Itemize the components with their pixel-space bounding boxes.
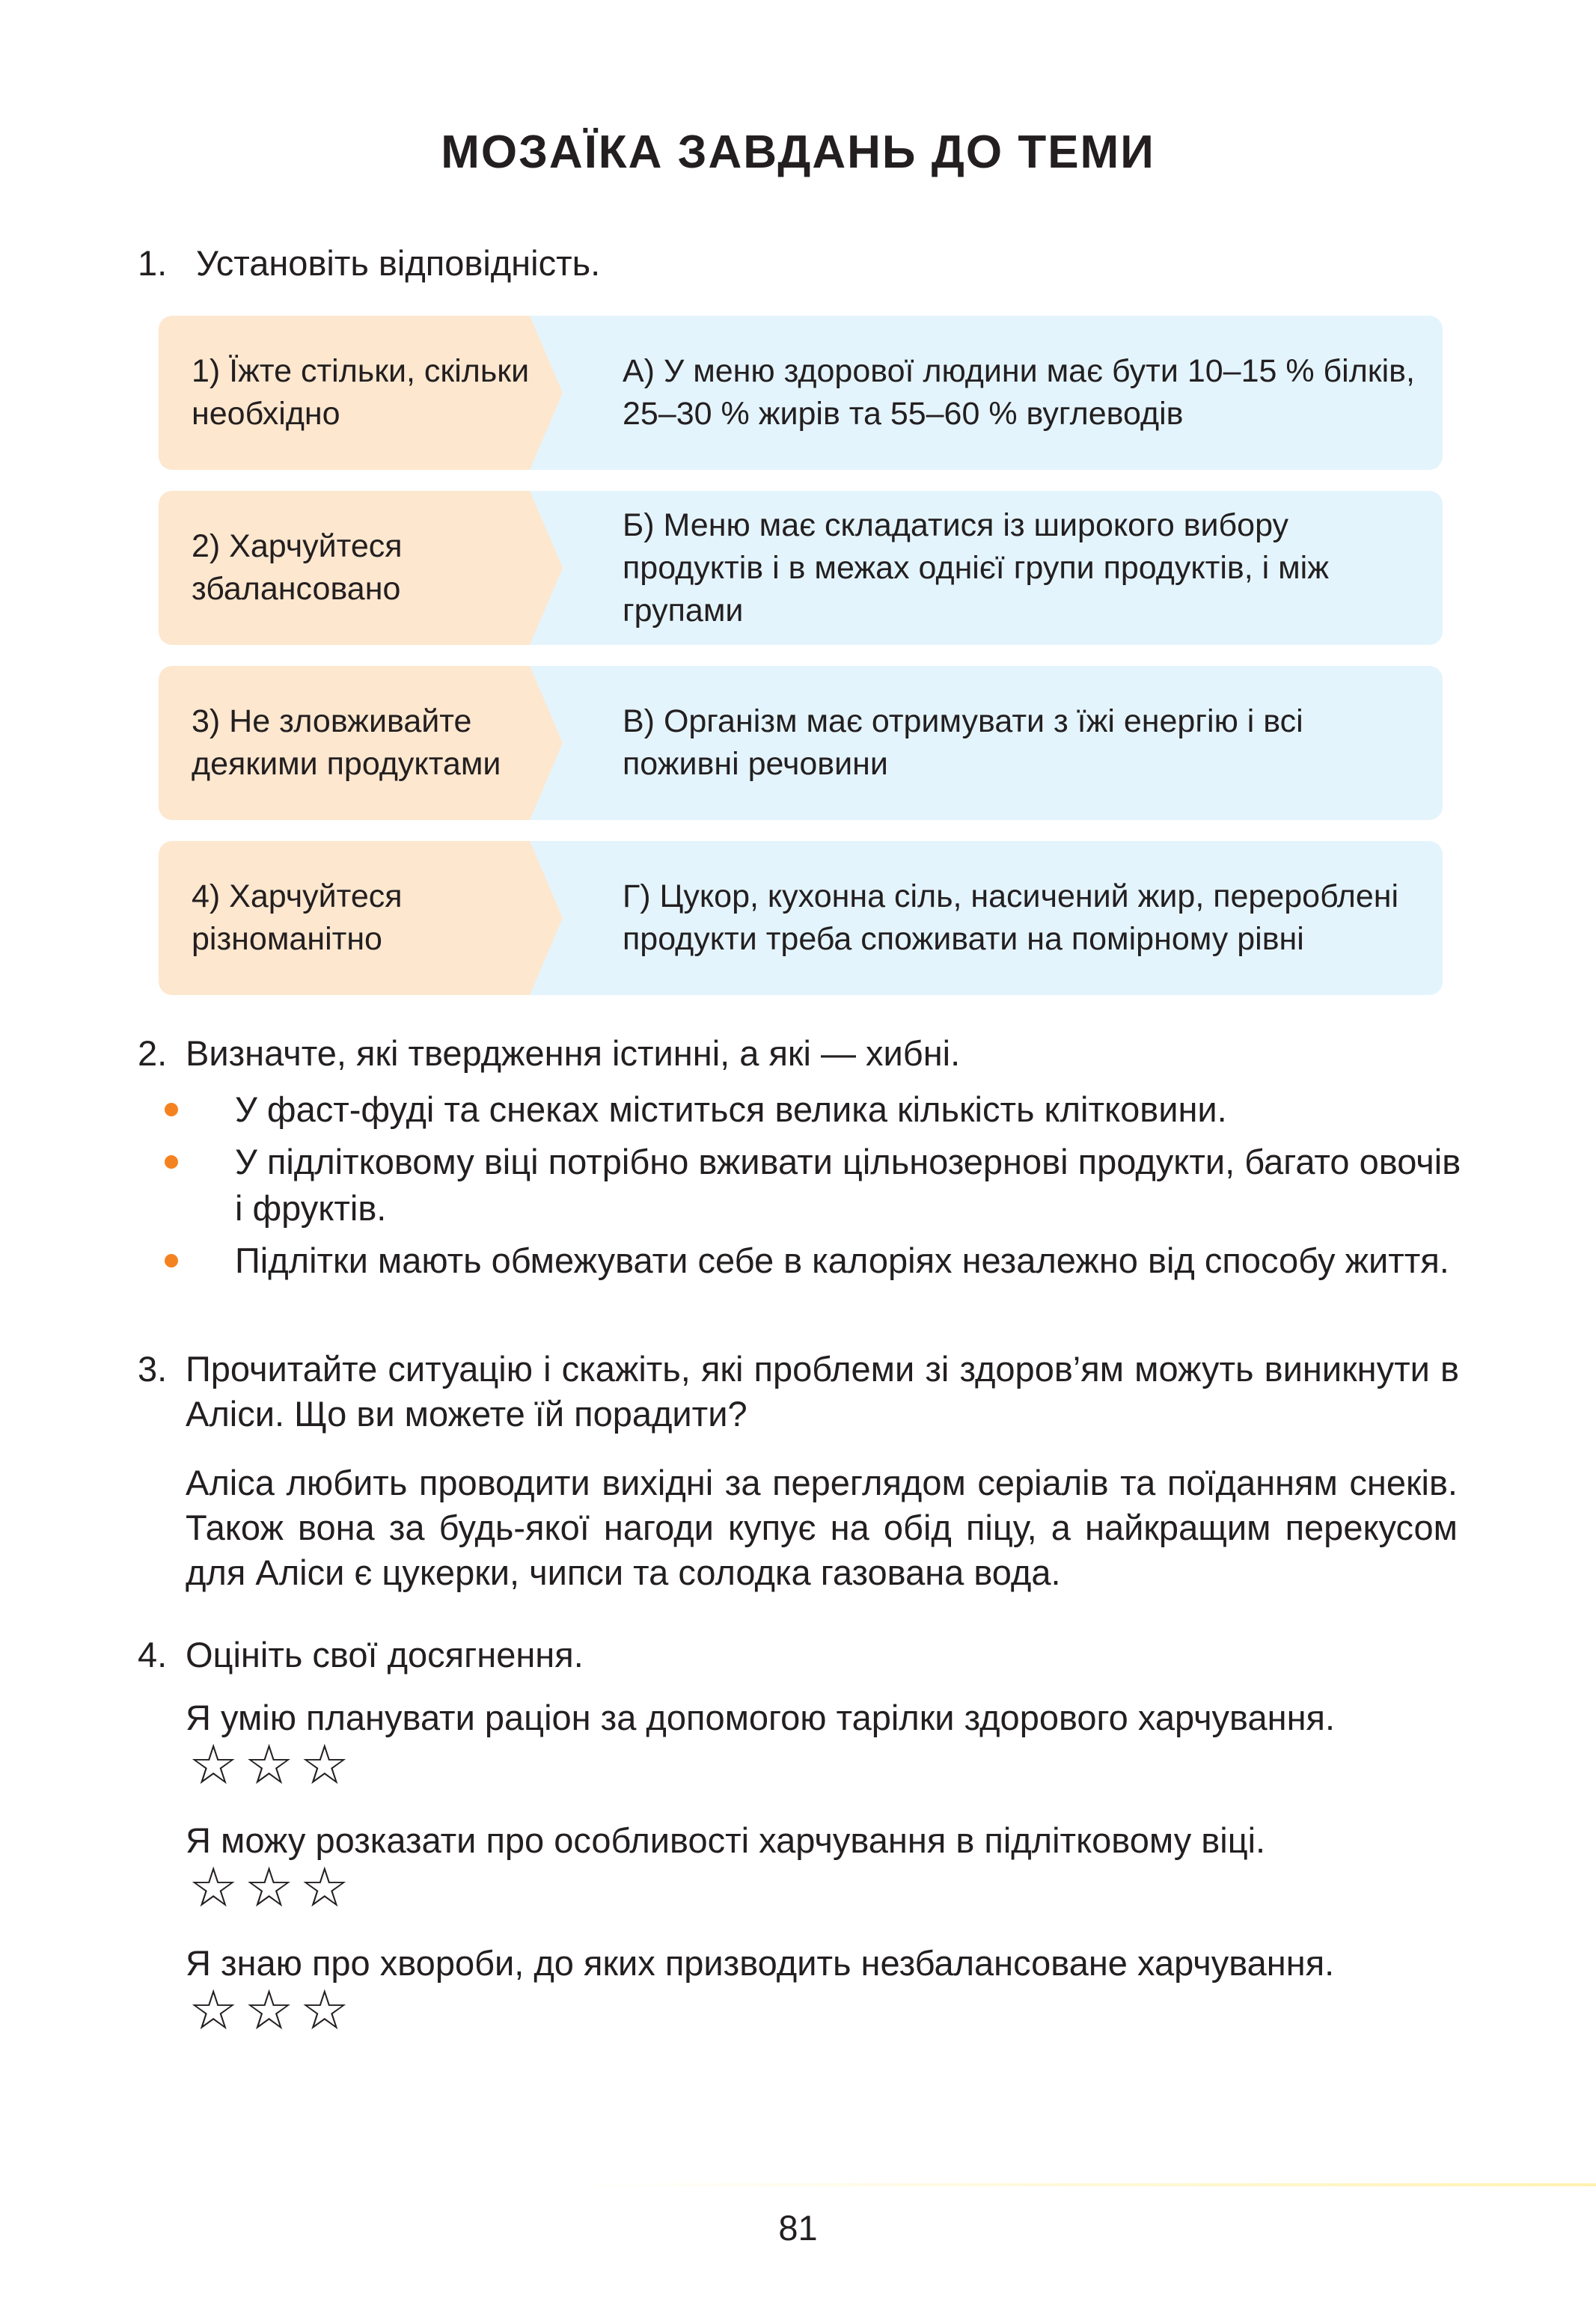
bullet-icon [165,1155,178,1169]
achievement-text: Я можу розказати про особливості харчування в підлітковому віці. [186,1820,1266,1860]
star-rating[interactable]: ☆☆☆ [189,1856,356,1918]
statement-text: У фаст-фуді та снеках міститься велика кількість клітковини. [235,1089,1227,1129]
star-rating[interactable]: ☆☆☆ [189,1734,356,1796]
match-right-text: А) У меню здорової людини має бути 10–15 % білків, 25–30 % жирів та 55–60 % вуглеводів [623,353,1415,432]
match-row-2 [159,491,1443,645]
footer-divider [569,2183,1596,2186]
task-prompt: Прочитайте ситуацію і скажіть, які проблеми зі здоров’ям можуть виникнути в Аліси. Що ви можете їй порадити? [186,1349,1459,1434]
bullet-icon [165,1103,178,1116]
statement-text: Підлітки мають обмежувати себе в калоріях незалежно від способу життя. [235,1241,1449,1280]
page-title: МОЗАЇКА ЗАВДАНЬ ДО ТЕМИ [441,126,1155,178]
task-prompt: Установіть відповідність. [196,243,601,283]
bullet-icon [165,1254,178,1267]
match-left-text: 4) Харчуйтеся різноманітно [192,878,403,957]
task-number: 2. [138,1033,168,1073]
star-rating[interactable]: ☆☆☆ [189,1979,356,2041]
match-left-text: 1) Їжте стільки, скільки необхідно [192,353,530,432]
task-prompt: Визначте, які твердження істинні, а які — хибні. [186,1033,961,1073]
situation-text: Аліса любить проводити вихідні за переглядом серіалів та поїданням снеків. Також вона за будь-якої нагоди купує на обід піцу, а найкращим перекусом для Аліси є цукерки, чипси та солодка газована вода. [186,1463,1458,1592]
statement-text: У підлітковому віці потрібно вживати цільнозернові продукти, багато овочів і фруктів. [235,1142,1461,1228]
task-prompt: Оцініть свої досягнення. [186,1635,584,1674]
match-row-1 [159,316,1443,470]
task-number: 3. [138,1349,168,1389]
match-right-text: Б) Меню має складатися із широкого вибору продуктів і в межах однієї групи продуктів, і між групами [623,507,1329,628]
task-number: 1. [138,243,168,283]
match-left-text: 3) Не зловживайте деякими продуктами [192,703,501,782]
achievement-text: Я умію планувати раціон за допомогою тарілки здорового харчування. [186,1698,1336,1737]
match-row-4 [159,841,1443,995]
match-right-text: В) Організм має отримувати з їжі енергію і всі поживні речовини [623,703,1303,782]
achievement-text: Я знаю про хвороби, до яких призводить незбалансоване харчування. [186,1943,1335,1983]
match-left-text: 2) Харчуйтеся збалансовано [192,528,403,607]
match-row-3 [159,666,1443,820]
page-number: 81 [778,2208,818,2248]
match-right-text: Г) Цукор, кухонна сіль, насичений жир, перероблені продукти треба споживати на помірному рівні [623,878,1399,957]
task-number: 4. [138,1635,168,1674]
